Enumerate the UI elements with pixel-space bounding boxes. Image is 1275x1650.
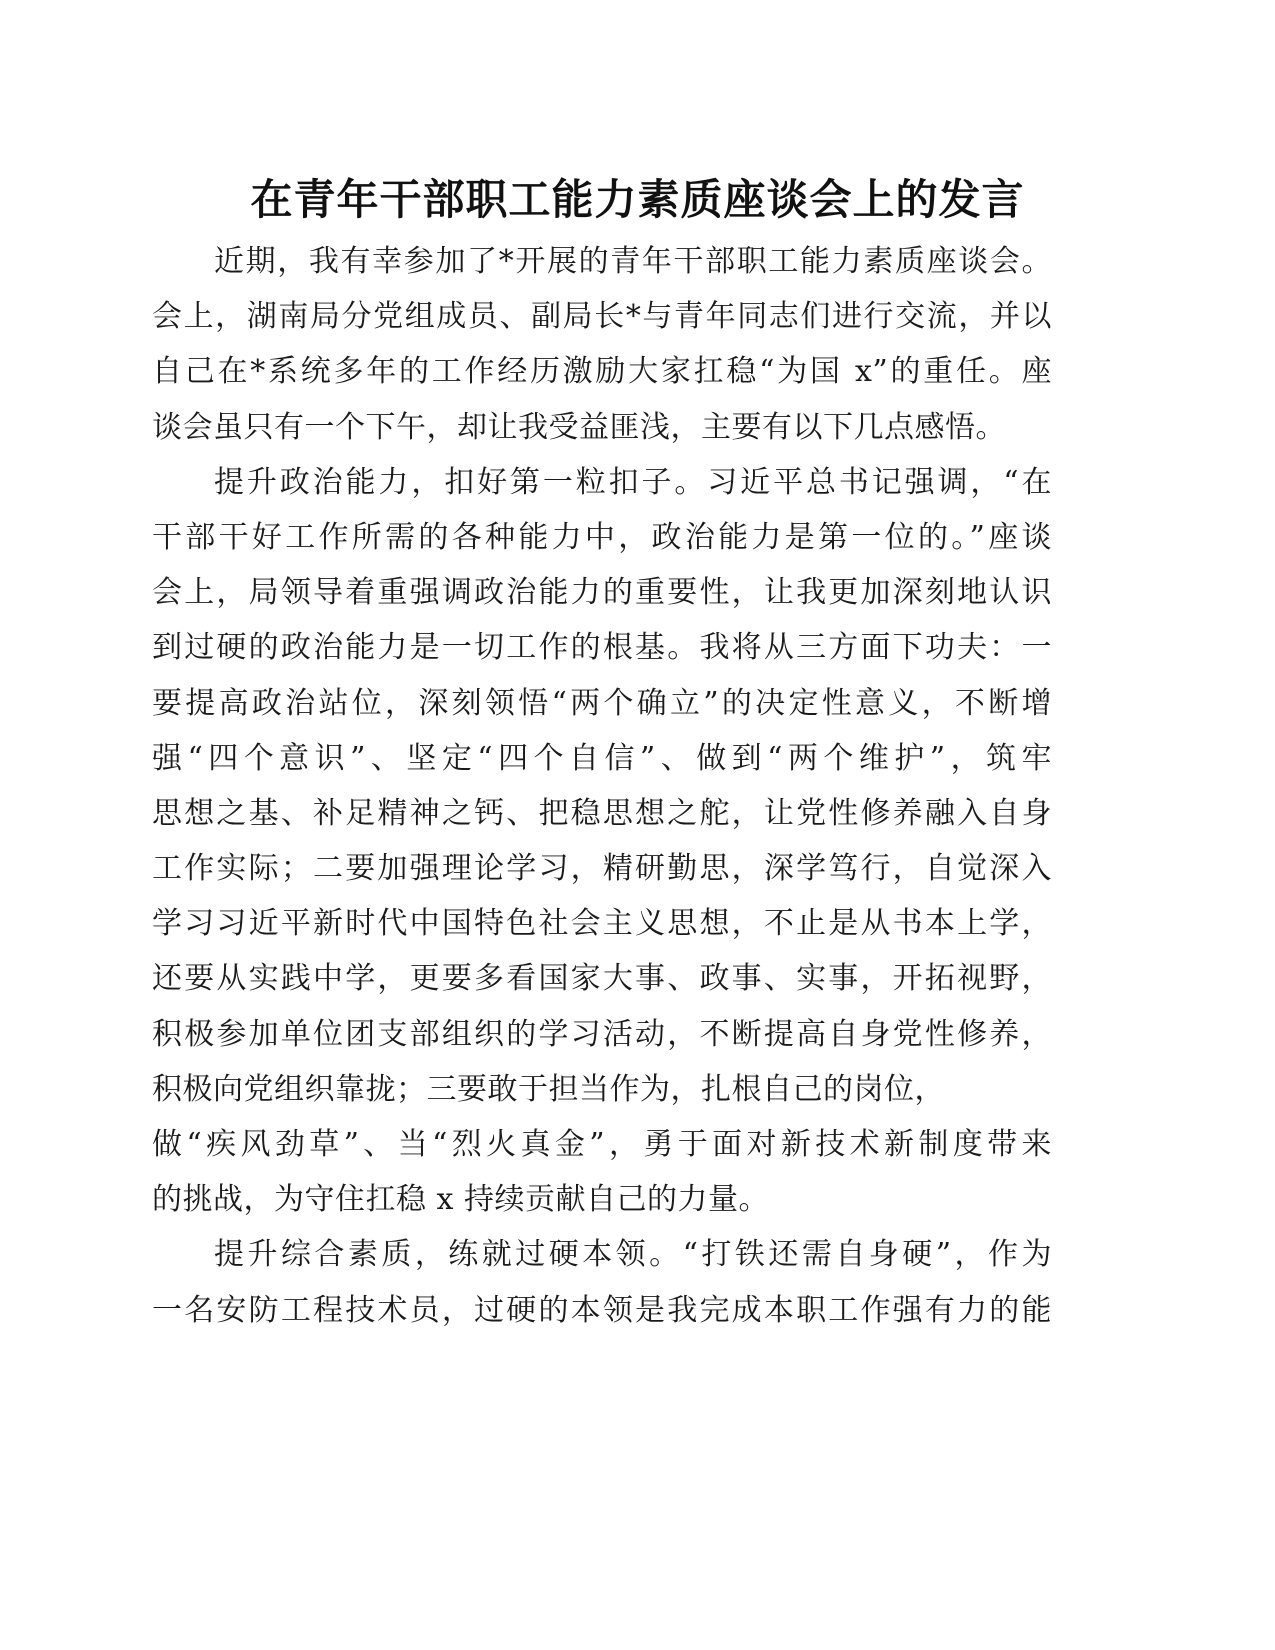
document-title: 在青年干部职工能力素质座谈会上的发言 [250,175,1025,224]
document-body [152,234,1052,1338]
paragraph-1-line-2: 会上，湖南局分党组成员、副局长*与青年同志们进行交流，并以 [152,299,1052,335]
paragraph-2-line-1: 提升政治能力，扣好第一粒扣子。习近平总书记强调，“在 [214,464,1052,500]
paragraph-1-line-1: 近期，我有幸参加了*开展的青年干部职工能力素质座谈会。 [214,244,1052,279]
paragraph-3-line-2: 一名安防工程技术员，过硬的本领是我完成本职工作强有力的能 [152,1292,1052,1328]
paragraph-2-line-6: 强“四个意识”、坚定“四个自信”、做到“两个维护”，筑牢 [152,740,1052,776]
paragraph-2-line-4: 到过硬的政治能力是一切工作的根基。我将从三方面下功夫：一 [152,630,1052,666]
paragraph-2-line-8: 工作实际；二要加强理论学习，精研勤思，深学笃行，自觉深入 [152,851,1052,887]
paragraph-1-line-4: 谈会虽只有一个下午，却让我受益匪浅，主要有以下几点感悟。 [152,409,1006,445]
paragraph-3-line-1: 提升综合素质，练就过硬本领。“打铁还需自身硬”，作为 [214,1237,1052,1273]
paragraph-2-line-3: 会上，局领导着重强调政治能力的重要性，让我更加深刻地认识 [152,575,1052,611]
paragraph-2-line-11: 积极参加单位团支部组织的学习活动，不断提高自身党性修养， [152,1016,1052,1052]
paragraph-2-line-14: 的挑战，为守住扛稳 x 持续贡献自己的力量。 [152,1182,769,1218]
paragraph-2-line-2: 干部干好工作所需的各种能力中，政治能力是第一位的。”座谈 [152,519,1052,555]
paragraph-2-line-13: 做“疾风劲草”、当“烈火真金”，勇于面对新技术新制度带来 [152,1127,1052,1162]
paragraph-2-line-10: 还要从实践中学，更要多看国家大事、政事、实事，开拓视野， [152,961,1052,997]
paragraph-2-line-5: 要提高政治站位，深刻领悟“两个确立”的决定性意义，不断增 [152,685,1052,721]
paragraph-2-line-12: 积极向党组织靠拢；三要敢于担当作为，扎根自己的岗位， [152,1071,945,1107]
paragraph-2-line-7: 思想之基、补足精神之钙、把稳思想之舵，让党性修养融入自身 [152,795,1052,831]
paragraph-1-line-3: 自己在*系统多年的工作经历激励大家扛稳“为国 x”的重任。座 [152,354,1052,390]
paragraph-2-line-9: 学习习近平新时代中国特色社会主义思想，不止是从书本上学， [152,906,1052,942]
